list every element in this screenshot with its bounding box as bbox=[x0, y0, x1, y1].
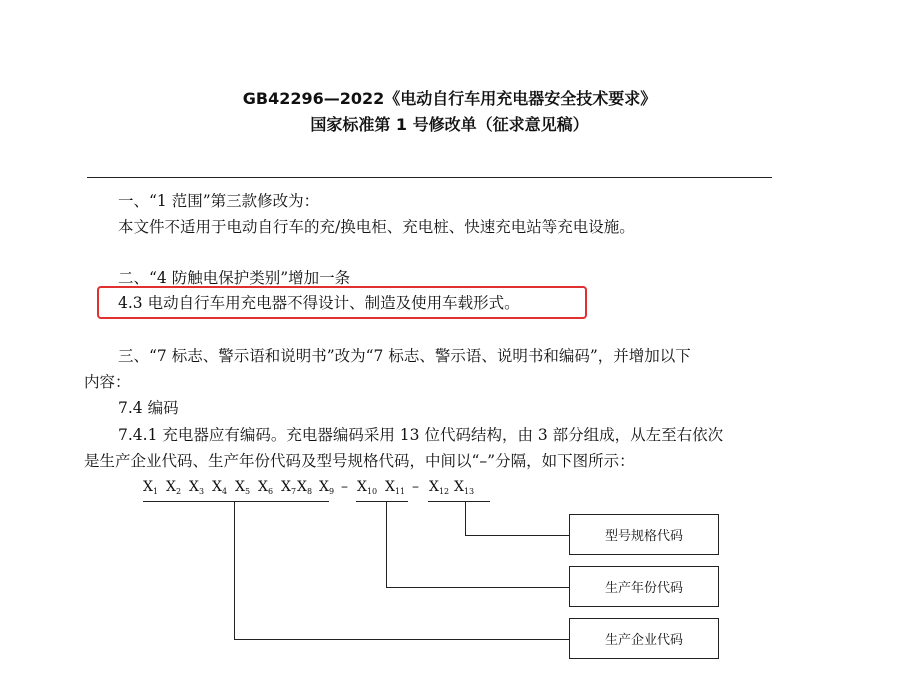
code-digit-5 bbox=[235, 479, 250, 496]
code-sub: 8 bbox=[306, 487, 313, 496]
code-x: X bbox=[429, 479, 439, 495]
code-x: X bbox=[258, 479, 268, 495]
enterprise-connector-horizontal bbox=[234, 639, 569, 640]
code-digit-1 bbox=[143, 479, 158, 496]
code-sub: 13 bbox=[463, 487, 475, 496]
code-x: X bbox=[357, 479, 367, 495]
document-subtitle: 国家标准第 1 号修改单（征求意见稿） bbox=[310, 115, 589, 134]
section3-heading: 三、“7 标志、警示语和说明书”改为“7 标志、警示语、说明书和编码”，并增加以下 bbox=[118, 347, 691, 365]
group1-underline bbox=[143, 501, 329, 502]
code-digit-13 bbox=[454, 479, 474, 496]
code-digit-11 bbox=[385, 479, 405, 496]
code-sub: 1 bbox=[152, 487, 159, 496]
section1-body: 本文件不适用于电动自行车的充/换电柜、充电桩、快速充电站等充电设施。 bbox=[118, 218, 635, 236]
section3-para: 7.4.1 充电器应有编码。充电器编码采用 13 位代码结构，由 3 部分组成，从左至右依次 bbox=[118, 426, 724, 444]
enterprise-connector-vertical bbox=[234, 501, 235, 639]
year-code-label: 生产年份代码 bbox=[569, 566, 719, 607]
code-x: X bbox=[189, 479, 199, 495]
code-sub: 12 bbox=[438, 487, 450, 496]
header-divider bbox=[87, 177, 772, 178]
year-connector-vertical bbox=[386, 501, 387, 587]
code-digit-9 bbox=[319, 479, 334, 496]
code-sub: 2 bbox=[175, 487, 182, 496]
code-sub: 3 bbox=[198, 487, 205, 496]
section3-para-cont: 是生产企业代码、生产年份代码及型号规格代码，中间以“–”分隔，如下图所示： bbox=[84, 452, 635, 470]
code-x: X bbox=[166, 479, 176, 495]
code-x: X bbox=[143, 479, 153, 495]
code-x: X bbox=[212, 479, 222, 495]
section2-clause: 4.3 电动自行车用充电器不得设计、制造及使用车载形式。 bbox=[118, 294, 520, 312]
code-x: X bbox=[319, 479, 329, 495]
code-sub: 5 bbox=[244, 487, 251, 496]
code-separator: – bbox=[341, 479, 348, 495]
year-connector-horizontal bbox=[386, 587, 569, 588]
code-sub: 7 bbox=[290, 487, 297, 496]
code-digit-10 bbox=[357, 479, 377, 496]
code-digit-8 bbox=[297, 479, 312, 496]
code-sub: 6 bbox=[267, 487, 274, 496]
code-x: X bbox=[385, 479, 395, 495]
section2-heading: 二、“4 防触电保护类别”增加一条 bbox=[118, 269, 351, 287]
code-separator: – bbox=[412, 479, 419, 495]
section1-heading: 一、“1 范围”第三款修改为： bbox=[118, 192, 320, 210]
enterprise-code-label: 生产企业代码 bbox=[569, 618, 719, 659]
code-digit-6 bbox=[258, 479, 273, 496]
code-sub: 11 bbox=[394, 487, 406, 496]
code-sub: 9 bbox=[328, 487, 335, 496]
code-digit-2 bbox=[166, 479, 181, 496]
code-x: X bbox=[235, 479, 245, 495]
code-x: X bbox=[454, 479, 464, 495]
code-x: X bbox=[281, 479, 291, 495]
model-code-label: 型号规格代码 bbox=[569, 514, 719, 555]
code-x: X bbox=[297, 479, 307, 495]
code-digit-12 bbox=[429, 479, 449, 496]
model-connector-horizontal bbox=[465, 535, 569, 536]
code-digit-7 bbox=[281, 479, 296, 496]
code-sub: 4 bbox=[221, 487, 228, 496]
code-digit-4 bbox=[212, 479, 227, 496]
code-sub: 10 bbox=[366, 487, 378, 496]
code-digit-3 bbox=[189, 479, 204, 496]
group2-underline bbox=[356, 501, 408, 502]
section3-subheading: 7.4 编码 bbox=[118, 399, 179, 417]
group3-underline bbox=[428, 501, 490, 502]
document-title: GB42296—2022《电动自行车用充电器安全技术要求》 bbox=[242, 89, 657, 108]
model-connector-vertical bbox=[465, 501, 466, 535]
section3-heading-cont: 内容： bbox=[84, 373, 131, 391]
